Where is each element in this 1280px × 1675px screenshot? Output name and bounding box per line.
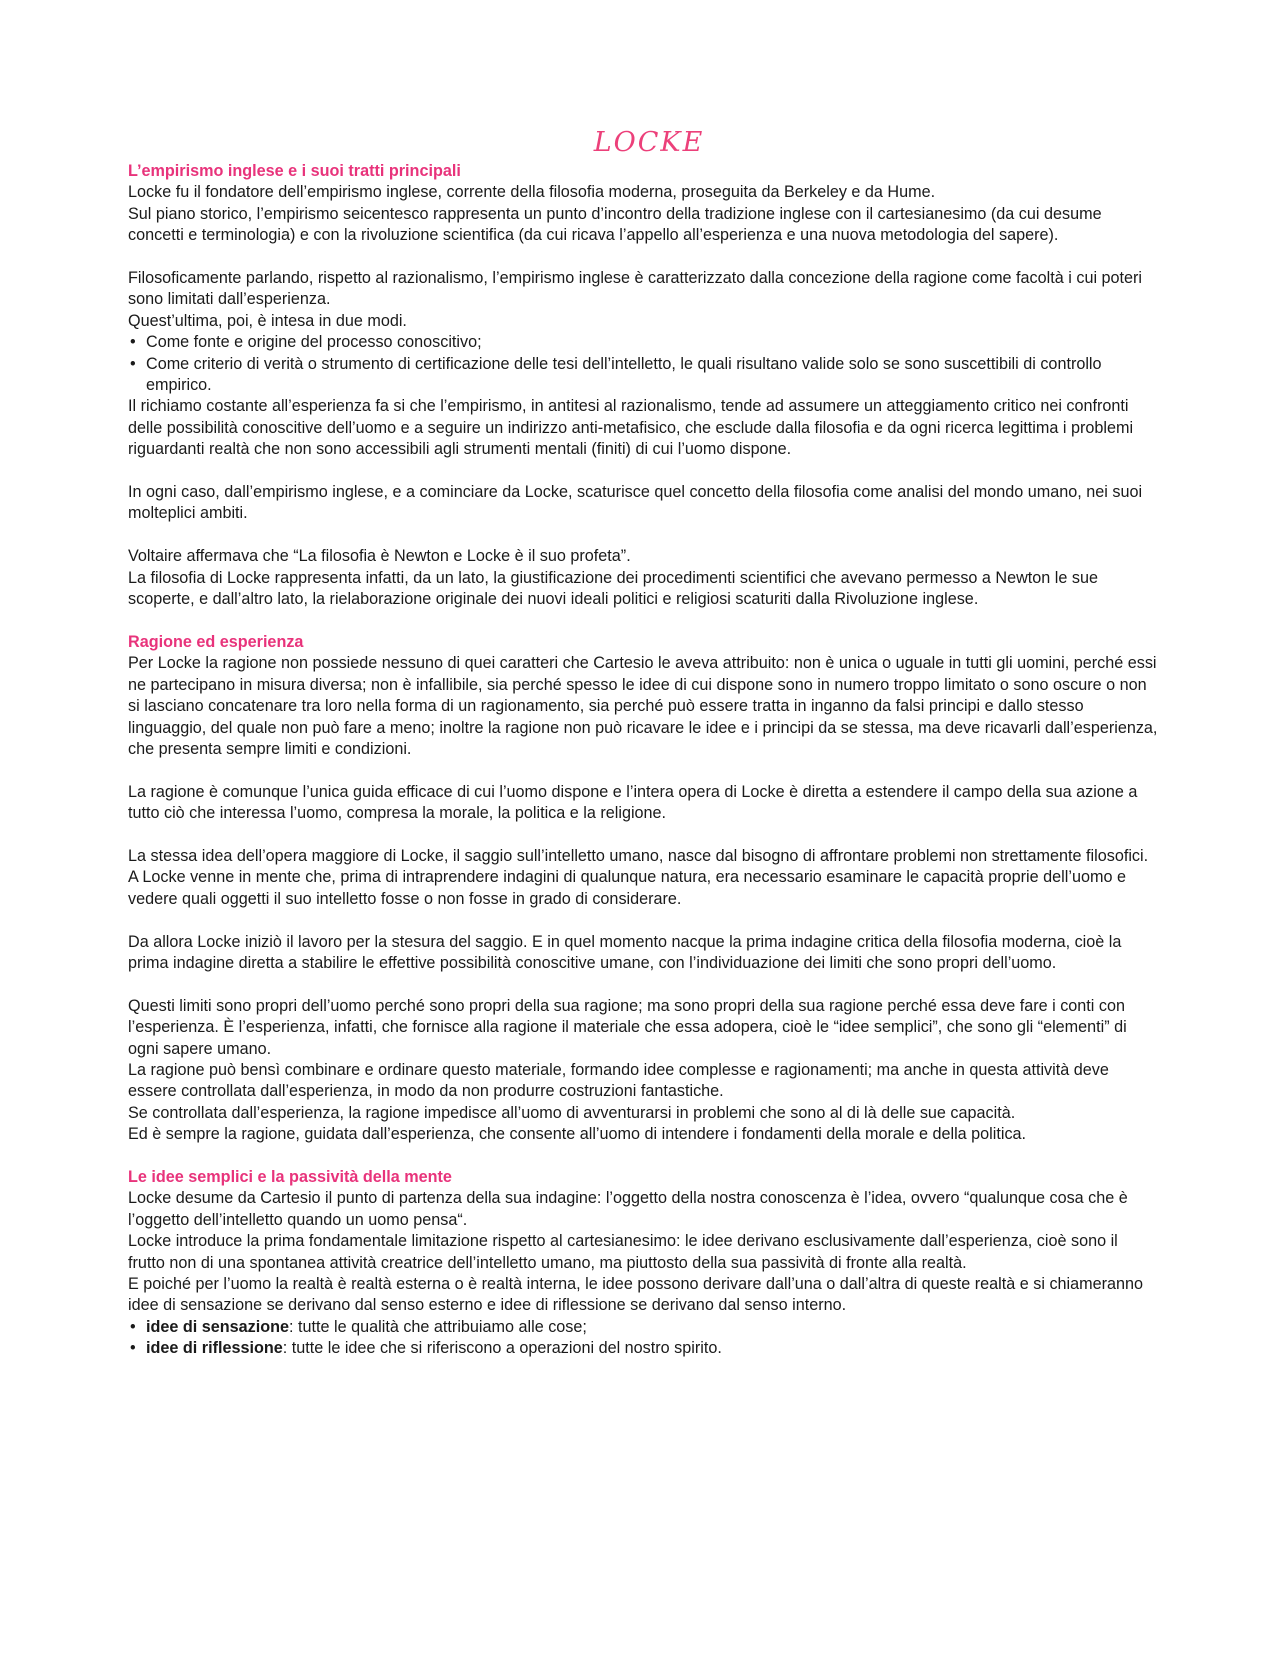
list-item: • Come fonte e origine del processo conoscitivo; (128, 332, 1158, 353)
bullet-list (128, 1317, 1158, 1360)
paragraph: Sul piano storico, l’empirismo seicentesco rappresenta un punto d’incontro della tradizione inglese con il cartesianesimo (da cui desume concetti e terminologia) e con la rivoluzione scientifica (da cui ricava l’appello all’esperienza e una nuova metodologia del sapere). (128, 204, 1102, 245)
term-description: : tutte le idee che si riferiscono a operazioni del nostro spirito. (282, 1339, 722, 1358)
paragraph: La ragione può bensì combinare e ordinare questo materiale, formando idee complesse e ragionamenti; ma anche in questa attività deve essere controllata dall’esperienza, in modo da non produrre costruzioni fantastiche. (128, 1060, 1109, 1101)
paragraph: Per Locke la ragione non possiede nessuno di quei caratteri che Cartesio le aveva attribuito: non è unica o uguale in tutti gli uomini, perché essi ne partecipano in misura diversa; non è infallibile, sia perché spesso le idee di cui dispone sono in numero troppo limitato o sono oscure o non si lasciano concatenare tra loro nella forma di un ragionamento, sia perché può essere tratta in inganno da falsi principi e dallo stesso linguaggio, del quale non può fare a meno; inoltre la ragione non può ricavare le idee e i principi da se stessa, ma deve ricavarli dall’esperienza, che presenta sempre limiti e condizioni. (128, 654, 1158, 758)
paragraph: Voltaire affermava che “La filosofia è Newton e Locke è il suo profeta”. (128, 547, 631, 566)
paragraph: Da allora Locke iniziò il lavoro per la stesura del saggio. E in quel momento nacque la prima indagine critica della filosofia moderna, cioè la prima indagine diretta a stabilire le effettive possibilità conoscitive umane, con l’individuazione dei limiti che sono propri dell’uomo. (128, 932, 1122, 972)
paragraph: La ragione è comunque l’unica guida efficace di cui l’uomo dispone e l’intera opera di Locke è diretta a estendere il campo della sua azione a tutto ciò che interessa l’uomo, compresa la morale, la politica e la religione. (128, 782, 1138, 823)
bullet-list (128, 332, 1158, 396)
paragraph: A Locke venne in mente che, prima di intraprendere indagini di qualunque natura, era necessario esaminare le capacità proprie dell’uomo e vedere quali oggetti il suo intelletto fosse o non fosse in grado di considerare. (128, 868, 1126, 908)
paragraph: Se controllata dall’esperienza, la ragione impedisce all’uomo di avventurarsi in problemi che sono al di là delle sue capacità. (128, 1103, 1016, 1122)
term-label: idee di riflessione (146, 1339, 283, 1358)
term-description: : tutte le qualità che attribuiamo alle cose; (289, 1317, 587, 1336)
paragraph: Locke desume da Cartesio il punto di partenza della sua indagine: l’oggetto della nostra conoscenza è l’idea, ovvero “qualunque cosa che è l’oggetto dell’intelletto quando un uomo pensa“. (128, 1189, 1128, 1229)
paragraph: In ogni caso, dall’empirismo inglese, e a cominciare da Locke, scaturisce quel concetto della filosofia come analisi del mondo umano, nei suoi molteplici ambiti. (128, 483, 1143, 523)
document-page (128, 125, 1158, 1360)
paragraph: Locke fu il fondatore dell’empirismo inglese, corrente della filosofia moderna, proseguita da Berkeley e da Hume. (128, 183, 936, 202)
document-title: LOCKE (593, 127, 705, 158)
section-heading-idee-semplici: Le idee semplici e la passività della mente (128, 1167, 452, 1186)
section-heading-ragione: Ragione ed esperienza (128, 632, 304, 651)
paragraph: Ed è sempre la ragione, guidata dall’esperienza, che consente all’uomo di intendere i fondamenti della morale e della politica. (128, 1125, 1027, 1144)
paragraph: Questi limiti sono propri dell’uomo perché sono propri della sua ragione; ma sono propri della sua ragione perché essa deve fare i conti con l’esperienza. È l’esperienza, infatti, che fornisce alla ragione il materiale che essa adopera, cioè le “idee semplici”, che sono gli “elementi” di ogni sapere umano. (128, 996, 1127, 1058)
paragraph: Il richiamo costante all’esperienza fa si che l’empirismo, in antitesi al razionalismo, tende ad assumere un atteggiamento critico nei confronti delle possibilità conoscitive dell’uomo e a seguire un indirizzo anti-metafisico, che esclude dalla filosofia e da ogni ricerca legittima i problemi riguardanti realtà che non sono accessibili agli strumenti mentali (finiti) di cui l’uomo dispone. (128, 397, 1134, 459)
list-item: • Come criterio di verità o strumento di certificazione delle tesi dell’intelletto, le quali risultano valide solo se sono suscettibili di controllo empirico. (128, 354, 1158, 397)
paragraph: Locke introduce la prima fondamentale limitazione rispetto al cartesianesimo: le idee derivano esclusivamente dall’esperienza, cioè sono il frutto non di una spontanea attività creatrice dell’intelletto umano, ma piuttosto della sua passività di fronte alla realtà. (128, 1232, 1118, 1272)
term-label: idee di sensazione (146, 1317, 290, 1336)
list-item (128, 1338, 1158, 1359)
list-item (128, 1317, 1158, 1338)
paragraph: Quest’ultima, poi, è intesa in due modi. (128, 311, 407, 330)
section-heading-empirismo: L’empirismo inglese e i suoi tratti principali (128, 162, 461, 180)
paragraph: E poiché per l’uomo la realtà è realtà esterna o è realtà interna, le idee possono derivare dall’una o dall’altra di queste realtà e si chiameranno idee di sensazione se derivano dal senso esterno e idee di riflessione se derivano dal senso interno. (128, 1274, 1144, 1315)
paragraph: La stessa idea dell’opera maggiore di Locke, il saggio sull’intelletto umano, nasce dal bisogno di affrontare problemi non strettamente filosofici. (128, 846, 1149, 865)
paragraph: Filosoficamente parlando, rispetto al razionalismo, l’empirismo inglese è caratterizzato dalla concezione della ragione come facoltà i cui poteri sono limitati dall’esperienza. (128, 269, 1143, 309)
paragraph: La filosofia di Locke rappresenta infatti, da un lato, la giustificazione dei procedimenti scientifici che avevano permesso a Newton le sue scoperte, e dall’altro lato, la rielaborazione originale dei nuovi ideali politici e religiosi scaturiti dalla Rivoluzione inglese. (128, 568, 1099, 609)
